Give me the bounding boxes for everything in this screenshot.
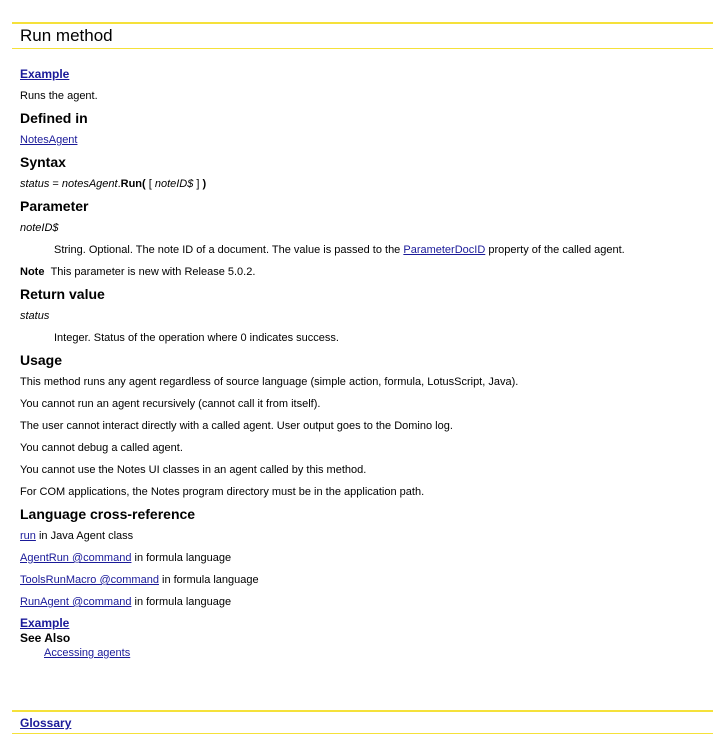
cross-reference-heading: Language cross-reference [20,506,196,522]
syntax-method: Run( [120,178,146,190]
parameter-heading: Parameter [20,198,89,214]
usage-line: The user cannot interact directly with a called agent. User output goes to the Domino log. [20,420,453,432]
page-title: Run method [20,26,113,45]
example-link[interactable]: Example [20,67,70,81]
syntax-close: ] [193,178,203,190]
top-rule [12,22,713,24]
footer-rule [12,710,713,712]
title-rule [12,48,713,49]
defined-in-heading: Defined in [20,110,88,126]
cross-reference-text: in formula language [131,552,232,564]
syntax-line [20,173,710,195]
runagent-command-link[interactable]: RunAgent @command [20,596,132,608]
syntax-eq: = [49,178,62,190]
parameter-note [20,261,710,283]
parameter-description [20,239,710,261]
cross-reference-item [20,525,710,547]
syntax-end: ) [202,178,207,190]
syntax-heading: Syntax [20,154,66,170]
syntax-status: status [20,178,50,190]
glossary-link[interactable]: Glossary [20,716,72,730]
parameter-name: noteID$ [20,222,59,234]
bottom-rule [12,733,713,734]
topic-content [20,63,710,661]
cross-reference-text: in Java Agent class [35,530,134,542]
see-also-label: See Also [20,631,71,645]
syntax-param: noteID$ [154,178,194,190]
accessing-agents-link[interactable]: Accessing agents [44,647,131,659]
parameterdocid-link[interactable]: ParameterDocID [403,244,486,256]
return-value-name: status [20,310,50,322]
note-label: Note [20,266,45,278]
usage-line: You cannot debug a called agent. [20,442,183,454]
usage-line: For COM applications, the Notes program directory must be in the application path. [20,486,425,498]
footer-example-link[interactable]: Example [20,616,70,630]
syntax-open: [ [145,178,155,190]
notesagent-link[interactable]: NotesAgent [20,134,78,146]
agentrun-command-link[interactable]: AgentRun @command [20,552,132,564]
parameter-desc-after: property of the called agent. [485,244,625,256]
syntax-dot: . [117,178,121,190]
cross-reference-text: in formula language [158,574,259,586]
cross-reference-text: in formula language [131,596,232,608]
usage-line: This method runs any agent regardless of source language (simple action, formula, LotusScript, Java). [20,376,519,388]
cross-reference-item [20,547,710,569]
usage-heading: Usage [20,352,63,368]
toolsrunmacro-command-link[interactable]: ToolsRunMacro @command [20,574,159,586]
return-value-heading: Return value [20,286,105,302]
usage-line: You cannot run an agent recursively (cannot call it from itself). [20,398,321,410]
cross-reference-item [20,591,710,613]
usage-line: You cannot use the Notes UI classes in an agent called by this method. [20,464,367,476]
syntax-object: notesAgent [61,178,118,190]
return-value-description: Integer. Status of the operation where 0 indicates success. [54,332,339,344]
run-link[interactable]: run [20,530,36,542]
summary-text: Runs the agent. [20,90,98,102]
note-text: This parameter is new with Release 5.0.2. [50,266,256,278]
cross-reference-item [20,569,710,591]
parameter-desc-before: String. Optional. The note ID of a document. The value is passed to the [54,244,404,256]
